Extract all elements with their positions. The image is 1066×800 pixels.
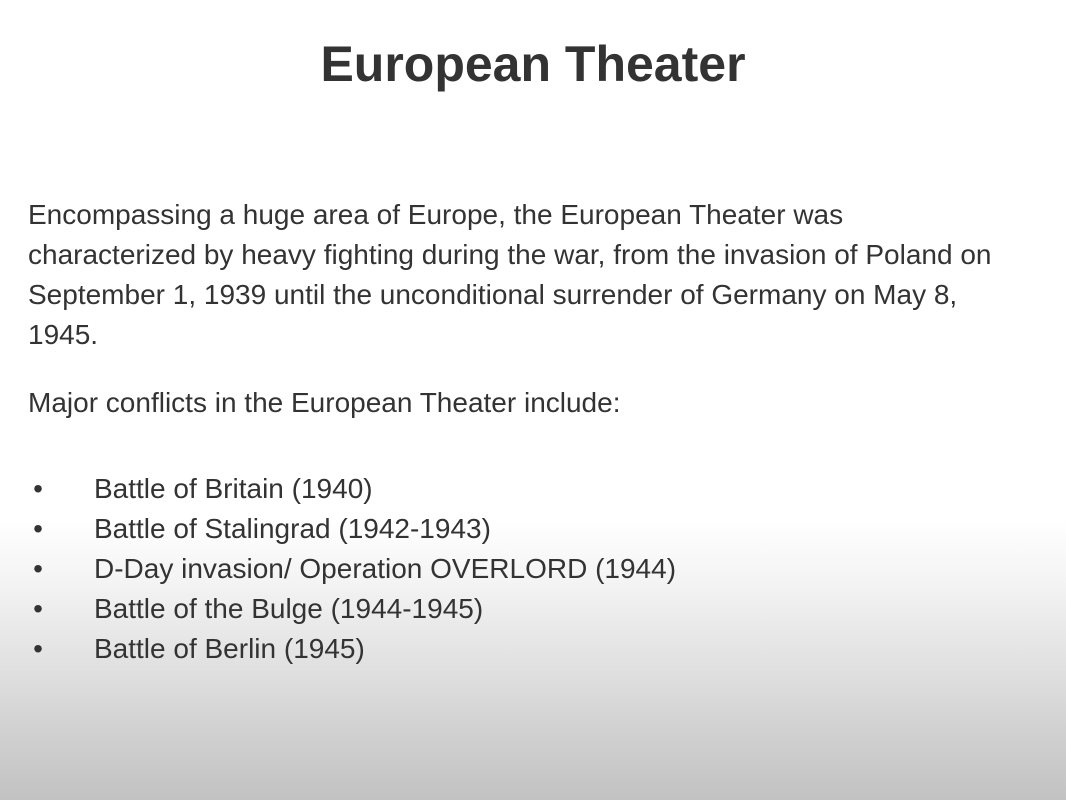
bullet-icon: • bbox=[33, 473, 43, 504]
bullet-icon: • bbox=[33, 633, 43, 664]
list-item bbox=[28, 629, 1018, 669]
list-item bbox=[28, 549, 1018, 589]
slide-title: European Theater bbox=[320, 36, 746, 92]
intro-paragraph: Encompassing a huge area of Europe, the European Theater was characterized by heavy fighting during the war, from the invasion of Poland on September 1, 1939 until the unconditional surrender of Germany on May 8, 1945. bbox=[28, 199, 992, 350]
list-item bbox=[28, 589, 1018, 629]
slide-body bbox=[28, 195, 1018, 669]
list-item-label: Battle of Berlin (1945) bbox=[94, 633, 365, 664]
list-item-label: Battle of Stalingrad (1942-1943) bbox=[94, 513, 491, 544]
list-item-label: Battle of the Bulge (1944-1945) bbox=[94, 593, 484, 624]
bullet-icon: • bbox=[33, 513, 43, 544]
bullet-icon: • bbox=[33, 593, 43, 624]
list-item bbox=[28, 469, 1018, 509]
conflicts-lead-paragraph: Major conflicts in the European Theater include: bbox=[28, 387, 621, 418]
conflicts-list bbox=[28, 469, 1018, 669]
list-item-label: D-Day invasion/ Operation OVERLORD (1944) bbox=[94, 553, 677, 584]
list-item bbox=[28, 509, 1018, 549]
bullet-icon: • bbox=[33, 553, 43, 584]
list-item-label: Battle of Britain (1940) bbox=[94, 473, 373, 504]
